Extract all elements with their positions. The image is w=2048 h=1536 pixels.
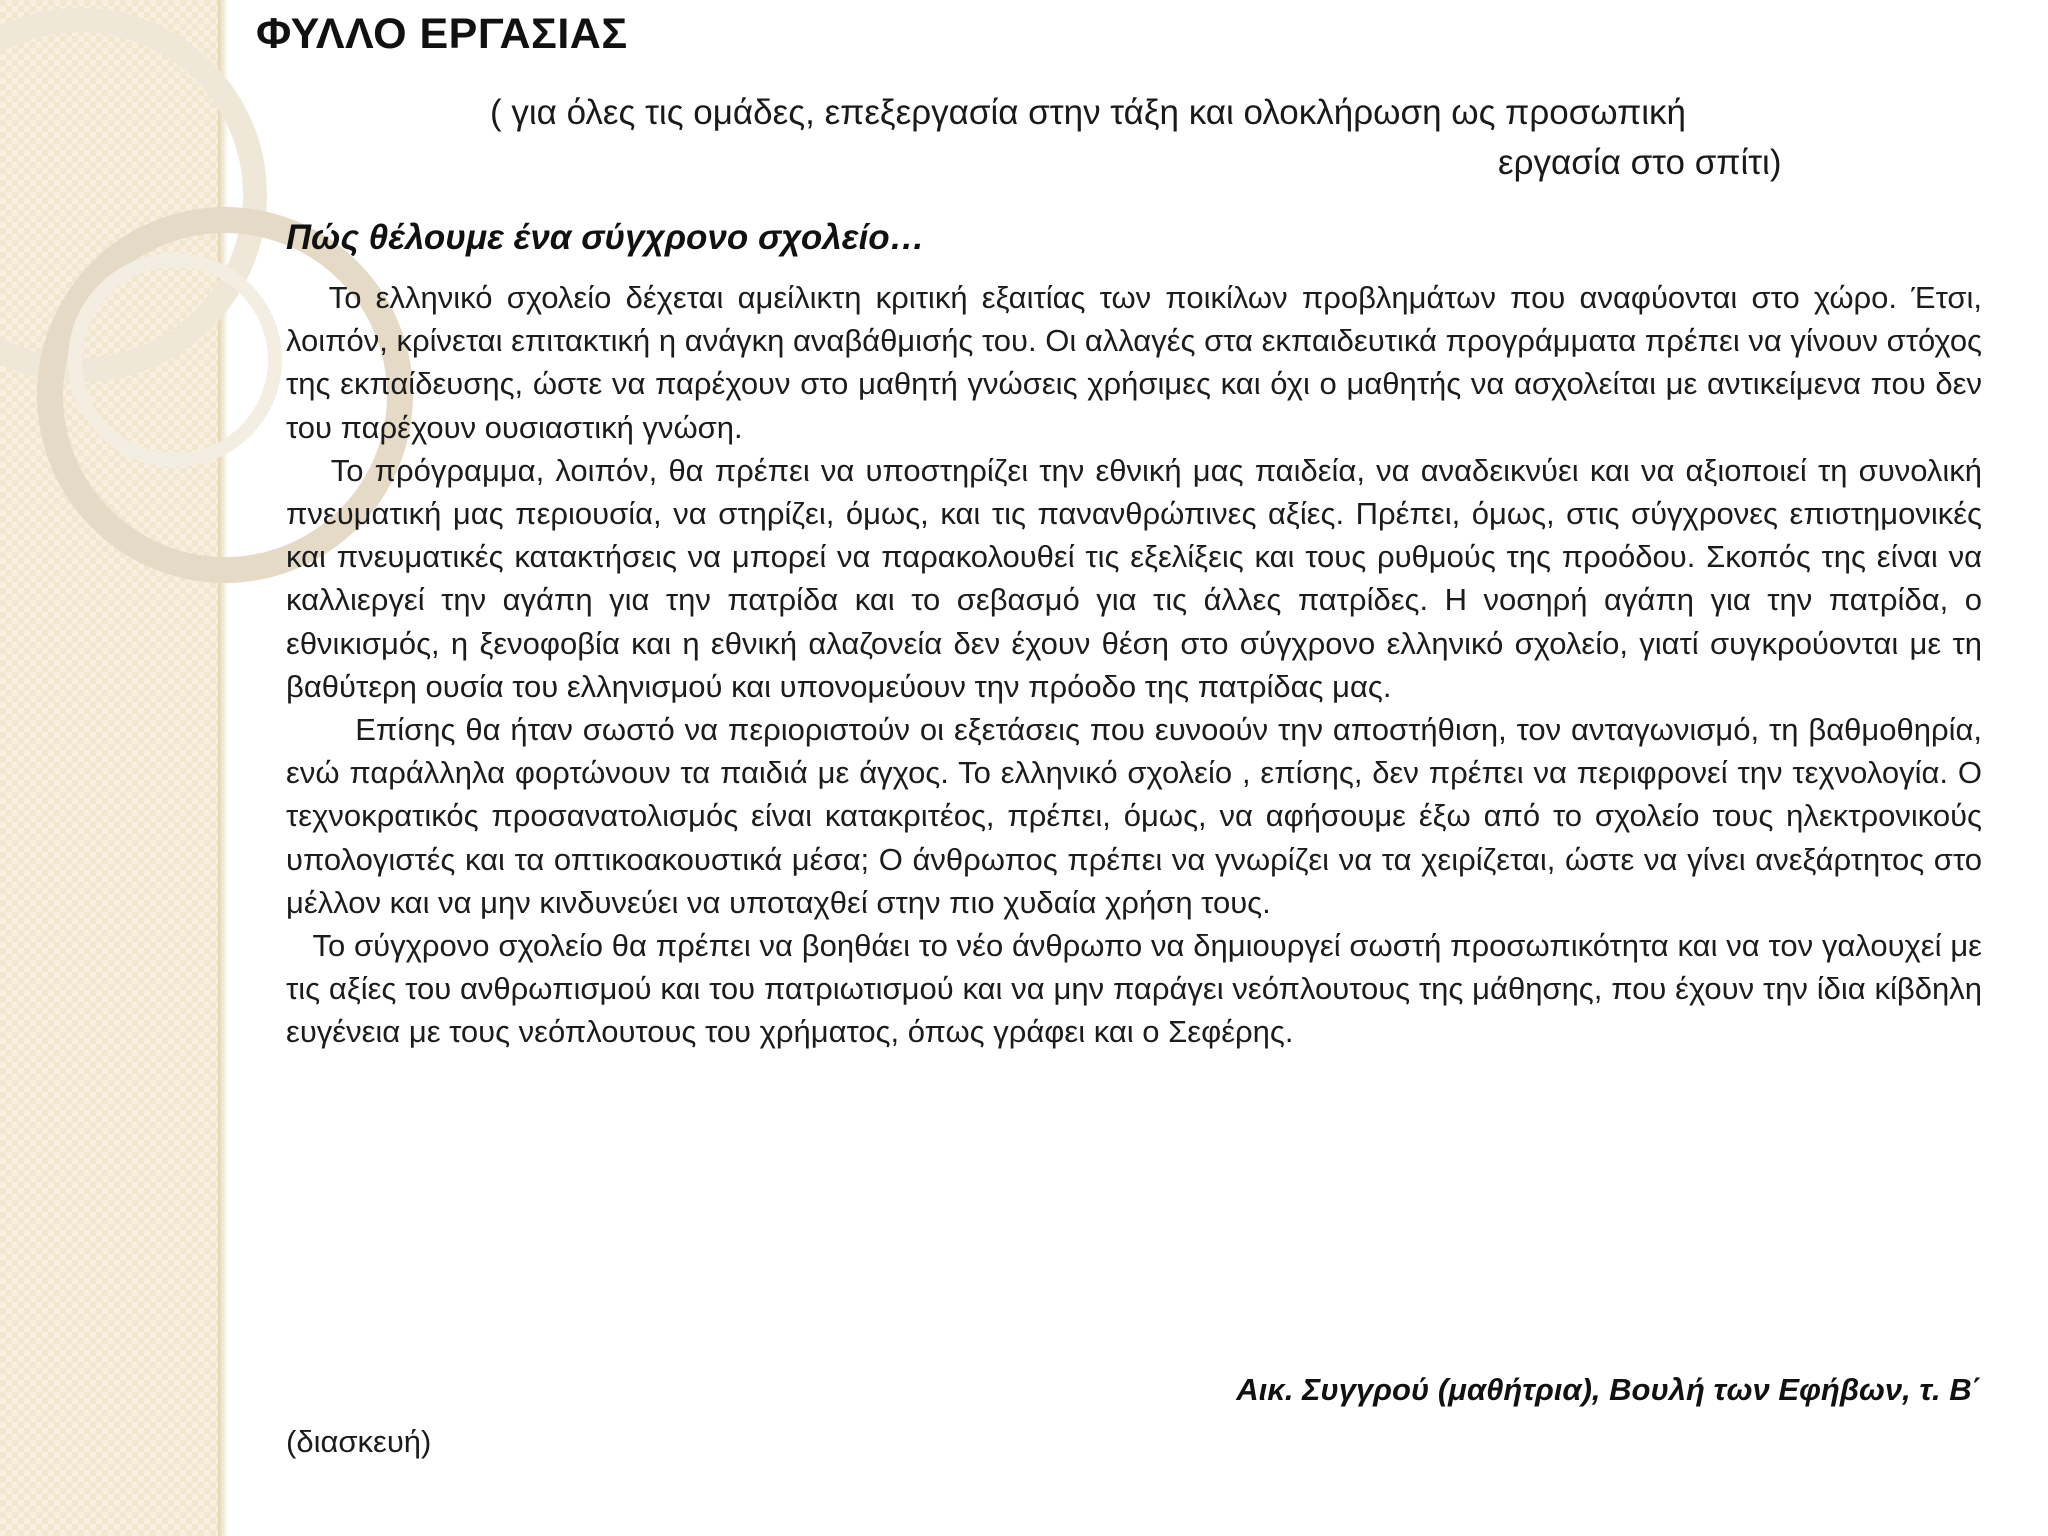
subtitle: [490, 88, 1980, 188]
author-signature: Αικ. Συγγρού (μαθήτρια), Βουλή των Εφήβων, τ. Β΄: [1236, 1372, 1982, 1407]
paragraph-2: [286, 449, 1991, 708]
paragraph-1: [286, 276, 1991, 449]
decorative-ring-large: [0, 20, 255, 370]
paragraph-2-text: Το πρόγραμμα, λοιπόν, θα πρέπει να υποστηρίζει την εθνική μας παιδεία, να αναδεικνύει και να αξιοποιεί τη συνολική πνευματική μας περιουσία, να στηρίζει, όμως, και τις πανανθρώπινες αξίες. Πρέπει, όμως, στις σύγχρονες επιστημονικές και πνευματικές κατακτήσεις να μπορεί να παρακολουθεί τις εξελίξεις και τους ρυθμούς της προόδου. Σκοπός της είναι να καλλιεργεί την αγάπη για την πατρίδα και το σεβασμό για τις άλλες πατρίδες. Η νοσηρή αγάπη για την πατρίδα, ο εθνικισμός, η ξενοφοβία και η εθνική αλαζονεία δεν έχουν θέση στο σύγχρονο ελληνικό σχολείο, γιατί συγκρούονται με τη βαθύτερη ουσία του ελληνισμού και υπονομεύουν την πρόοδο της πατρίδας μας.: [286, 452, 1991, 704]
paragraph-4: [286, 924, 1991, 1054]
subtitle-line-2: εργασία στο σπίτι): [1498, 143, 1782, 182]
paragraph-3-text: Επίσης θα ήταν σωστό να περιοριστούν οι εξετάσεις που ευνοούν την αποστήθιση, τον ανταγωνισμό, τη βαθμοθηρία, ενώ παράλληλα φορτώνουν τα παιδιά με άγχος. Το ελληνικό σχολείο , επίσης, δεν πρέπει να περιφρονεί την τεχνολογία. Ο τεχνοκρατικός προσανατολισμός είναι κατακριτέος, πρέπει, όμως, να αφήσουμε έξω από το σχολείο τους ηλεκτρονικούς υπολογιστές και τα οπτικοακουστικά μέσα; Ο άνθρωπος πρέπει να γνωρίζει να τα χειρίζεται, ώστε να γίνει ανεξάρτητος στο μέλλον και να μην κινδυνεύει να υποταχθεί στην πιο χυδαία χρήση τους.: [286, 712, 1991, 920]
article-body: [286, 276, 1991, 1054]
adaptation-note: (διασκευή): [286, 1424, 432, 1459]
paragraph-4-text: Το σύγχρονο σχολείο θα πρέπει να βοηθάει το νέο άνθρωπο να δημιουργεί σωστή προσωπικότητα και να τον γαλουχεί με τις αξίες του ανθρωπισμού και του πατριωτισμού και να μην παράγει νεόπλουτους της μάθησης, που έχουν την ίδια κίβδηλη ευγένεια με τους νεόπλουτους του χρήματος, όπως γράφει και ο Σεφέρης.: [286, 928, 1991, 1050]
paragraph-1-text: Το ελληνικό σχολείο δέχεται αμείλικτη κριτική εξαιτίας των ποικίλων προβλημάτων που αναφύονται στο χώρο. Έτσι, λοιπόν, κρίνεται επιτακτική η ανάγκη αναβάθμισής του. Οι αλλαγές στα εκπαιδευτικά προγράμματα πρέπει να γίνουν στόχος της εκπαίδευσης, ώστε να παρέχουν στο μαθητή γνώσεις χρήσιμες και όχι ο μαθητής να ασχολείται με αντικείμενα που δεν του παρέχουν ουσιαστική γνώση.: [286, 280, 1991, 445]
subtitle-line-1: ( για όλες τις ομάδες, επεξεργασία στην τάξη και ολοκλήρωση ως προσωπική: [490, 93, 1687, 132]
page-title: ΦΥΛΛΟ ΕΡΓΑΣΙΑΣ: [256, 10, 628, 58]
paragraph-3: [286, 708, 1991, 924]
article-heading: Πώς θέλουμε ένα σύγχρονο σχολείο…: [286, 218, 925, 257]
